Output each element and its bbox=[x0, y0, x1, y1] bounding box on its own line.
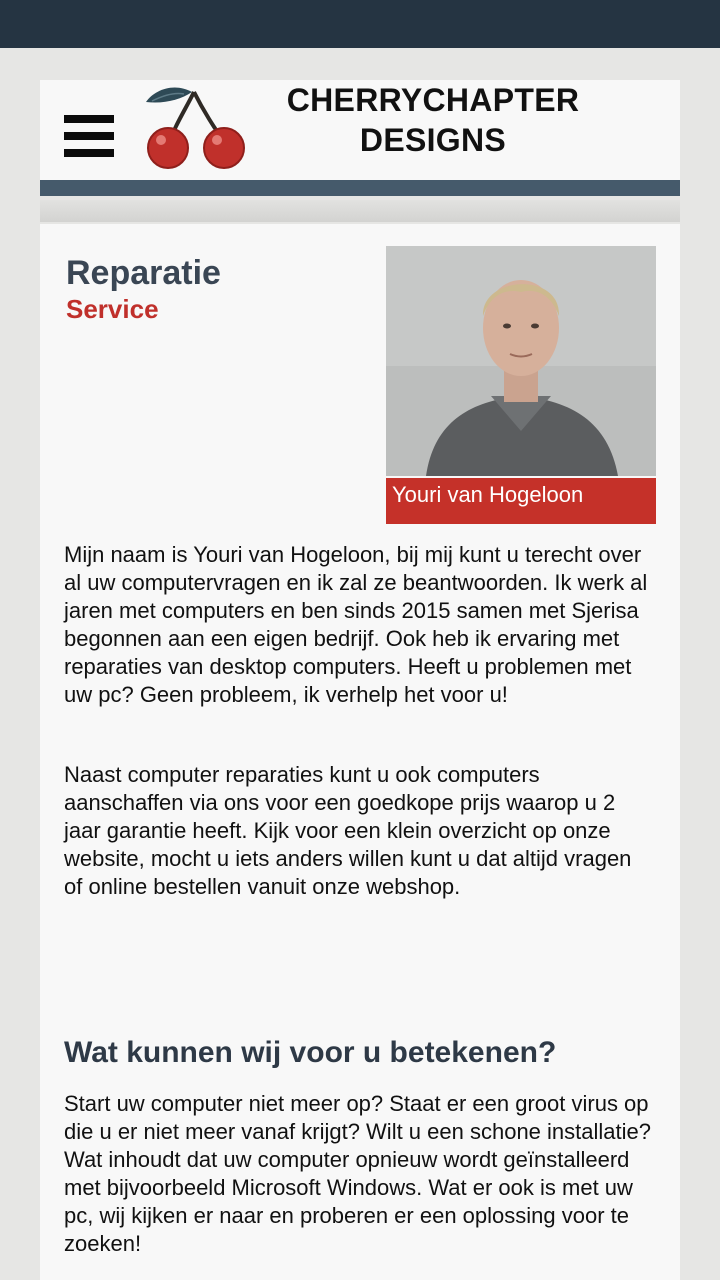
cherry-logo-icon[interactable] bbox=[144, 82, 264, 172]
intro-paragraph-2: Naast computer reparaties kunt u ook computers aanschaffen via ons voor een goedkope prijs waarop u 2 jaar garantie heeft. Kijk voor een klein overzicht op onze website, mocht u iets anders willen kunt u dat altijd vragen of online bestellen vanuit onze webshop. bbox=[64, 762, 632, 899]
profile-photo bbox=[386, 246, 656, 476]
page-subtitle: Service bbox=[66, 294, 159, 324]
section-paragraph: Start uw computer niet meer op? Staat er een groot virus op die u er niet meer vanaf krijgt? Wilt u een schone installatie? Wat inhoudt dat uw computer opnieuw wordt geïnstalleerd met bijvoorbeeld Microsoft Windows. Wat er ook is met uw pc, wij kijken er naar en proberen er een oplossing voor te zoeken! bbox=[64, 1091, 651, 1256]
section-heading: Wat kunnen wij voor u betekenen? bbox=[64, 1036, 557, 1069]
header-shadow bbox=[40, 200, 680, 222]
header-stripe bbox=[40, 180, 680, 196]
brand-line-2: DESIGNS bbox=[359, 122, 507, 158]
page-title: Reparatie bbox=[66, 254, 221, 292]
status-bar bbox=[0, 0, 720, 48]
intro-paragraph-1: Mijn naam is Youri van Hogeloon, bij mij kunt u terecht over al uw computervragen en ik zal ze beantwoorden. Ik werk al jaren met computers en ben sinds 2015 samen met Sjerisa begonnen aan een eigen bedrijf. Ook heb ik ervaring met reparaties van desktop computers. Heeft u problemen met uw pc? Geen probleem, ik verhelp het voor u! bbox=[64, 542, 648, 707]
brand-line-1: CHERRYCHAPTER bbox=[286, 82, 580, 118]
main-content bbox=[40, 224, 680, 1280]
brand-name[interactable] bbox=[276, 80, 590, 160]
photo-caption: Youri van Hogeloon bbox=[386, 478, 656, 524]
site-header bbox=[40, 80, 680, 180]
hamburger-menu-icon[interactable] bbox=[64, 115, 114, 159]
